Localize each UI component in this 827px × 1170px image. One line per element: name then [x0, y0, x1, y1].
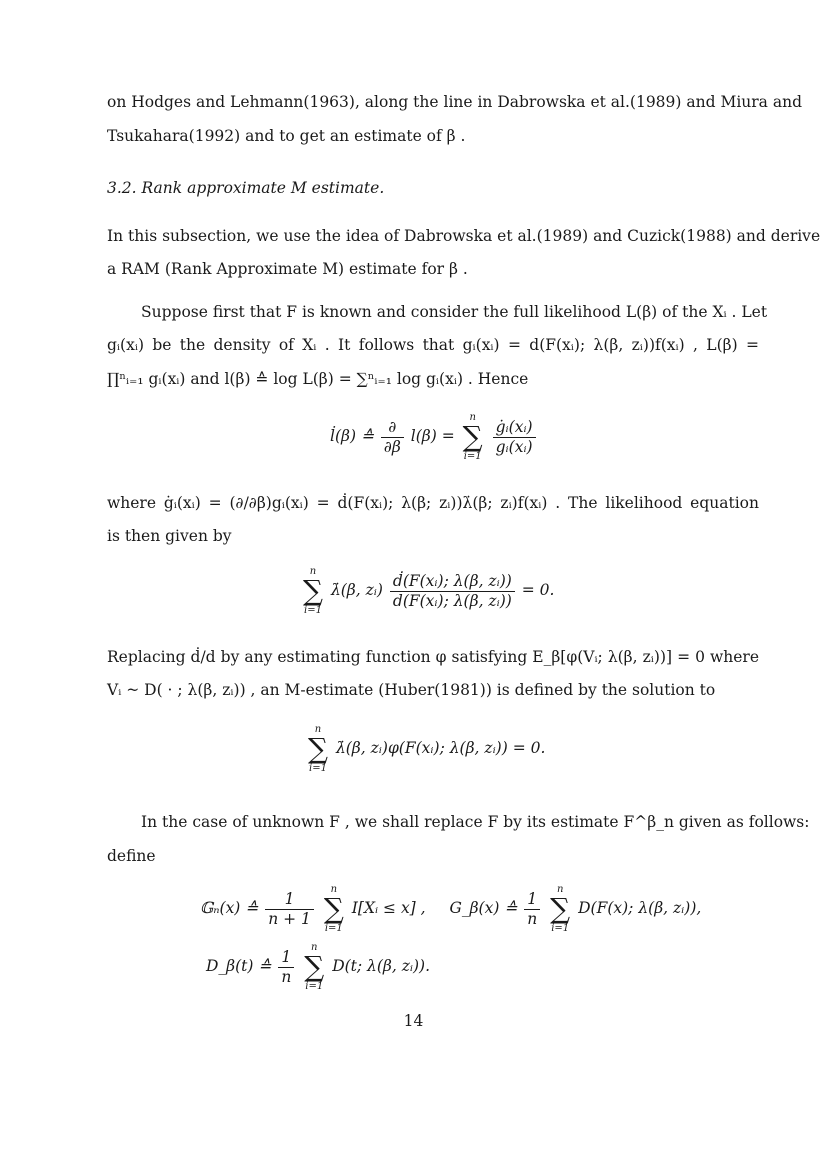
eq1-mid: l(β) = [410, 427, 455, 445]
eq3-body: λ̇(β, zᵢ)φ(F(xᵢ); λ(β, zᵢ)) = 0. [335, 739, 546, 757]
eq4-g: G_β(x) ≙ [449, 899, 518, 917]
text-line-5: Suppose first that F is known and consider the full likelihood L(β) of the Xᵢ . Let [141, 303, 768, 321]
eq1-sum: n ∑ i=1 [462, 412, 483, 462]
eq5-fraction: $\frac{1}{n}$ [278, 948, 294, 987]
eq5-term: D(t; λ(β, zᵢ)). [332, 957, 431, 975]
eq1-frac-den: gᵢ(xᵢ) [495, 437, 533, 456]
eq2-lambda: λ̇(β, zᵢ) [330, 581, 383, 599]
eq1-deriv-den: ∂β [383, 437, 401, 456]
equation-score [330, 412, 538, 462]
eq4-lhs: 𝔾ₙ(x) ≙ [200, 899, 259, 917]
eq1-lhs: l̇(β) ≙ [330, 427, 374, 445]
equation-empirical [200, 884, 701, 934]
eq2-frac-den: d(F(xᵢ); λ(β, zᵢ)) [392, 591, 512, 610]
text-line-12: In the case of unknown F , we shall replace F by its estimate F^β_n given as follows: [141, 813, 810, 831]
eq1-derivative [381, 418, 404, 457]
eq5-lhs: D_β(t) ≙ [206, 957, 272, 975]
text-line-9: is then given by [107, 527, 232, 545]
eq2-frac-num: ḋ(F(xᵢ); λ(β, zᵢ)) [390, 572, 515, 592]
eq4-sum: n ∑ i=1 [323, 884, 344, 934]
equation-d-beta [206, 942, 430, 992]
text-line-7: ∏ⁿᵢ₌₁ gᵢ(xᵢ) and l(β) ≙ log L(β) = ∑ⁿᵢ₌₁ log gᵢ(xᵢ) . Hence [107, 370, 529, 388]
equation-m-estimate [305, 724, 545, 774]
eq1-fraction [493, 418, 536, 457]
eq4-term-2: D(F(x); λ(β, zᵢ)), [578, 899, 702, 917]
eq4-term: I[Xᵢ ≤ x] , [351, 899, 426, 917]
page-number: 14 [403, 1012, 424, 1030]
text-line-8: where ġᵢ(xᵢ) = (∂/∂β)gᵢ(xᵢ) = ḋ(F(xᵢ); λ(β; zᵢ))λ̇(β; zᵢ)f(xᵢ) . The likelihood equation [107, 494, 759, 512]
text-line-3: In this subsection, we use the idea of Dabrowska et al.(1989) and Cuzick(1988) and derive [107, 227, 821, 245]
eq4-fraction-2: $\frac{1}{n}$ [524, 890, 540, 929]
eq2-fraction [390, 572, 515, 611]
text-line-4: a RAM (Rank Approximate M) estimate for β . [107, 260, 468, 278]
text-line-1: on Hodges and Lehmann(1963), along the line in Dabrowska et al.(1989) and Miura and [107, 93, 802, 111]
eq2-sum: n ∑ i=1 [303, 566, 323, 616]
eq4-sum-2: n ∑ i=1 [550, 884, 571, 934]
eq1-deriv-num: ∂ [381, 418, 404, 438]
section-heading: 3.2. Rank approximate M estimate. [107, 179, 385, 197]
text-line-10: Replacing ḋ/d by any estimating function φ satisfying E_β[φ(Vᵢ; λ(β, zᵢ))] = 0 where [107, 648, 759, 666]
text-line-13: define [107, 847, 156, 865]
equation-likelihood [300, 566, 554, 616]
eq5-sum: n ∑ i=1 [304, 942, 325, 992]
text-line-6: gᵢ(xᵢ) be the density of Xᵢ . It follows that gᵢ(xᵢ) = d(F(xᵢ); λ(β, zᵢ))f(xᵢ) , L(β) = [107, 336, 759, 354]
text-line-11: Vᵢ ~ D( · ; λ(β, zᵢ)) , an M-estimate (Huber(1981)) is defined by the solution to [107, 681, 716, 699]
eq4-fraction: $\frac{1}{n + 1}$ [265, 890, 314, 929]
eq2-rhs: = 0. [521, 581, 555, 599]
text-line-2: Tsukahara(1992) and to get an estimate of β . [107, 127, 466, 145]
eq1-frac-num: ġᵢ(xᵢ) [493, 418, 536, 438]
eq3-sum: n ∑ i=1 [308, 724, 328, 774]
